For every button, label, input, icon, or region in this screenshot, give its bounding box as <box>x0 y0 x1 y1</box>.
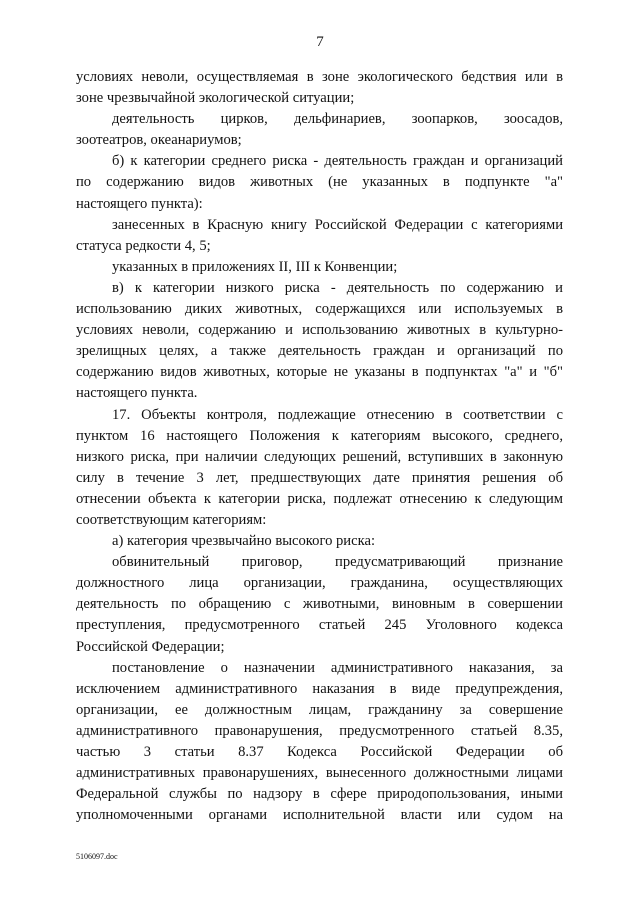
text-line: частью 3 статьи 8.37 Кодекса Российской Федерации об <box>76 744 563 760</box>
text-line: условиях неволи, содержанию и использованию животных в культурно- <box>76 322 563 339</box>
text-line: административного правонарушения, предусмотренного статьей 8.35, <box>76 722 563 739</box>
text-line: преступления, предусмотренного статьей 245 Уголовного кодекса <box>76 617 563 634</box>
text-line: по содержанию видов животных (не указанных в подпункте "а" <box>76 174 563 191</box>
text-line: силу в течение 3 лет, предшествующих дате принятия решения об <box>76 469 563 486</box>
page-number: 7 <box>316 34 324 50</box>
text-line: Федеральной службы по надзору в сфере природопользования, иными <box>76 786 563 803</box>
text-line: отнесении объекта к категории риска, подлежат отнесению к следующим <box>76 490 563 507</box>
text-line: зоотеатров, океанариумов; <box>76 132 242 149</box>
text-line: зоне чрезвычайной экологической ситуации; <box>76 90 355 107</box>
text-line: настоящего пункта. <box>76 385 198 402</box>
text-line: а) категория чрезвычайно высокого риска: <box>112 533 376 550</box>
text-line: Российской Федерации; <box>76 638 225 655</box>
footer-filename: 5106097.doc <box>76 852 118 861</box>
text-line: уполномоченными органами исполнительной власти или судом на <box>76 807 563 824</box>
text-line: указанных в приложениях II, III к Конвенции; <box>112 258 398 275</box>
text-line: низкого риска, при наличии следующих решений, вступивших в законную <box>76 448 563 465</box>
text-line: должностного лица организации, гражданина, осуществляющих <box>76 575 563 592</box>
text-line: занесенных в Красную книгу Российской Федерации с категориями <box>112 216 563 233</box>
text-line: обвинительный приговор, предусматривающий признание <box>112 554 563 571</box>
text-line: деятельность по обращению с животными, виновным в совершении <box>76 596 563 613</box>
text-line: постановление о назначении административного наказания, за <box>112 659 563 676</box>
text-line: пунктом 16 настоящего Положения к категориям высокого, среднего, <box>76 427 563 444</box>
text-line: административных правонарушениях, вынесенного должностными лицами <box>76 765 563 782</box>
text-line: статуса редкости 4, 5; <box>76 237 211 254</box>
text-line: содержанию видов животных, которые не указаны в подпунктах "а" и "б" <box>76 364 563 381</box>
text-line: деятельность цирков, дельфинариев, зоопарков, зоосадов, <box>112 111 563 128</box>
text-line: зрелищных целях, а также деятельность граждан и организаций по <box>76 343 563 360</box>
text-line: организации, ее должностным лицам, гражданину за совершение <box>76 701 563 718</box>
text-line: в) к категории низкого риска - деятельность по содержанию и <box>112 279 563 296</box>
text-line: условиях неволи, осуществляемая в зоне экологического бедствия или в <box>76 69 563 85</box>
text-line: настоящего пункта): <box>76 195 203 212</box>
text-line: использованию диких животных, содержащихся или используемых в <box>76 301 563 318</box>
text-line: 17. Объекты контроля, подлежащие отнесению в соответствии с <box>112 406 563 423</box>
text-line: б) к категории среднего риска - деятельность граждан и организаций <box>112 153 563 170</box>
text-line: соответствующим категориям: <box>76 511 267 528</box>
document-body <box>76 67 563 826</box>
text-line: исключением административного наказания в виде предупреждения, <box>76 680 563 697</box>
